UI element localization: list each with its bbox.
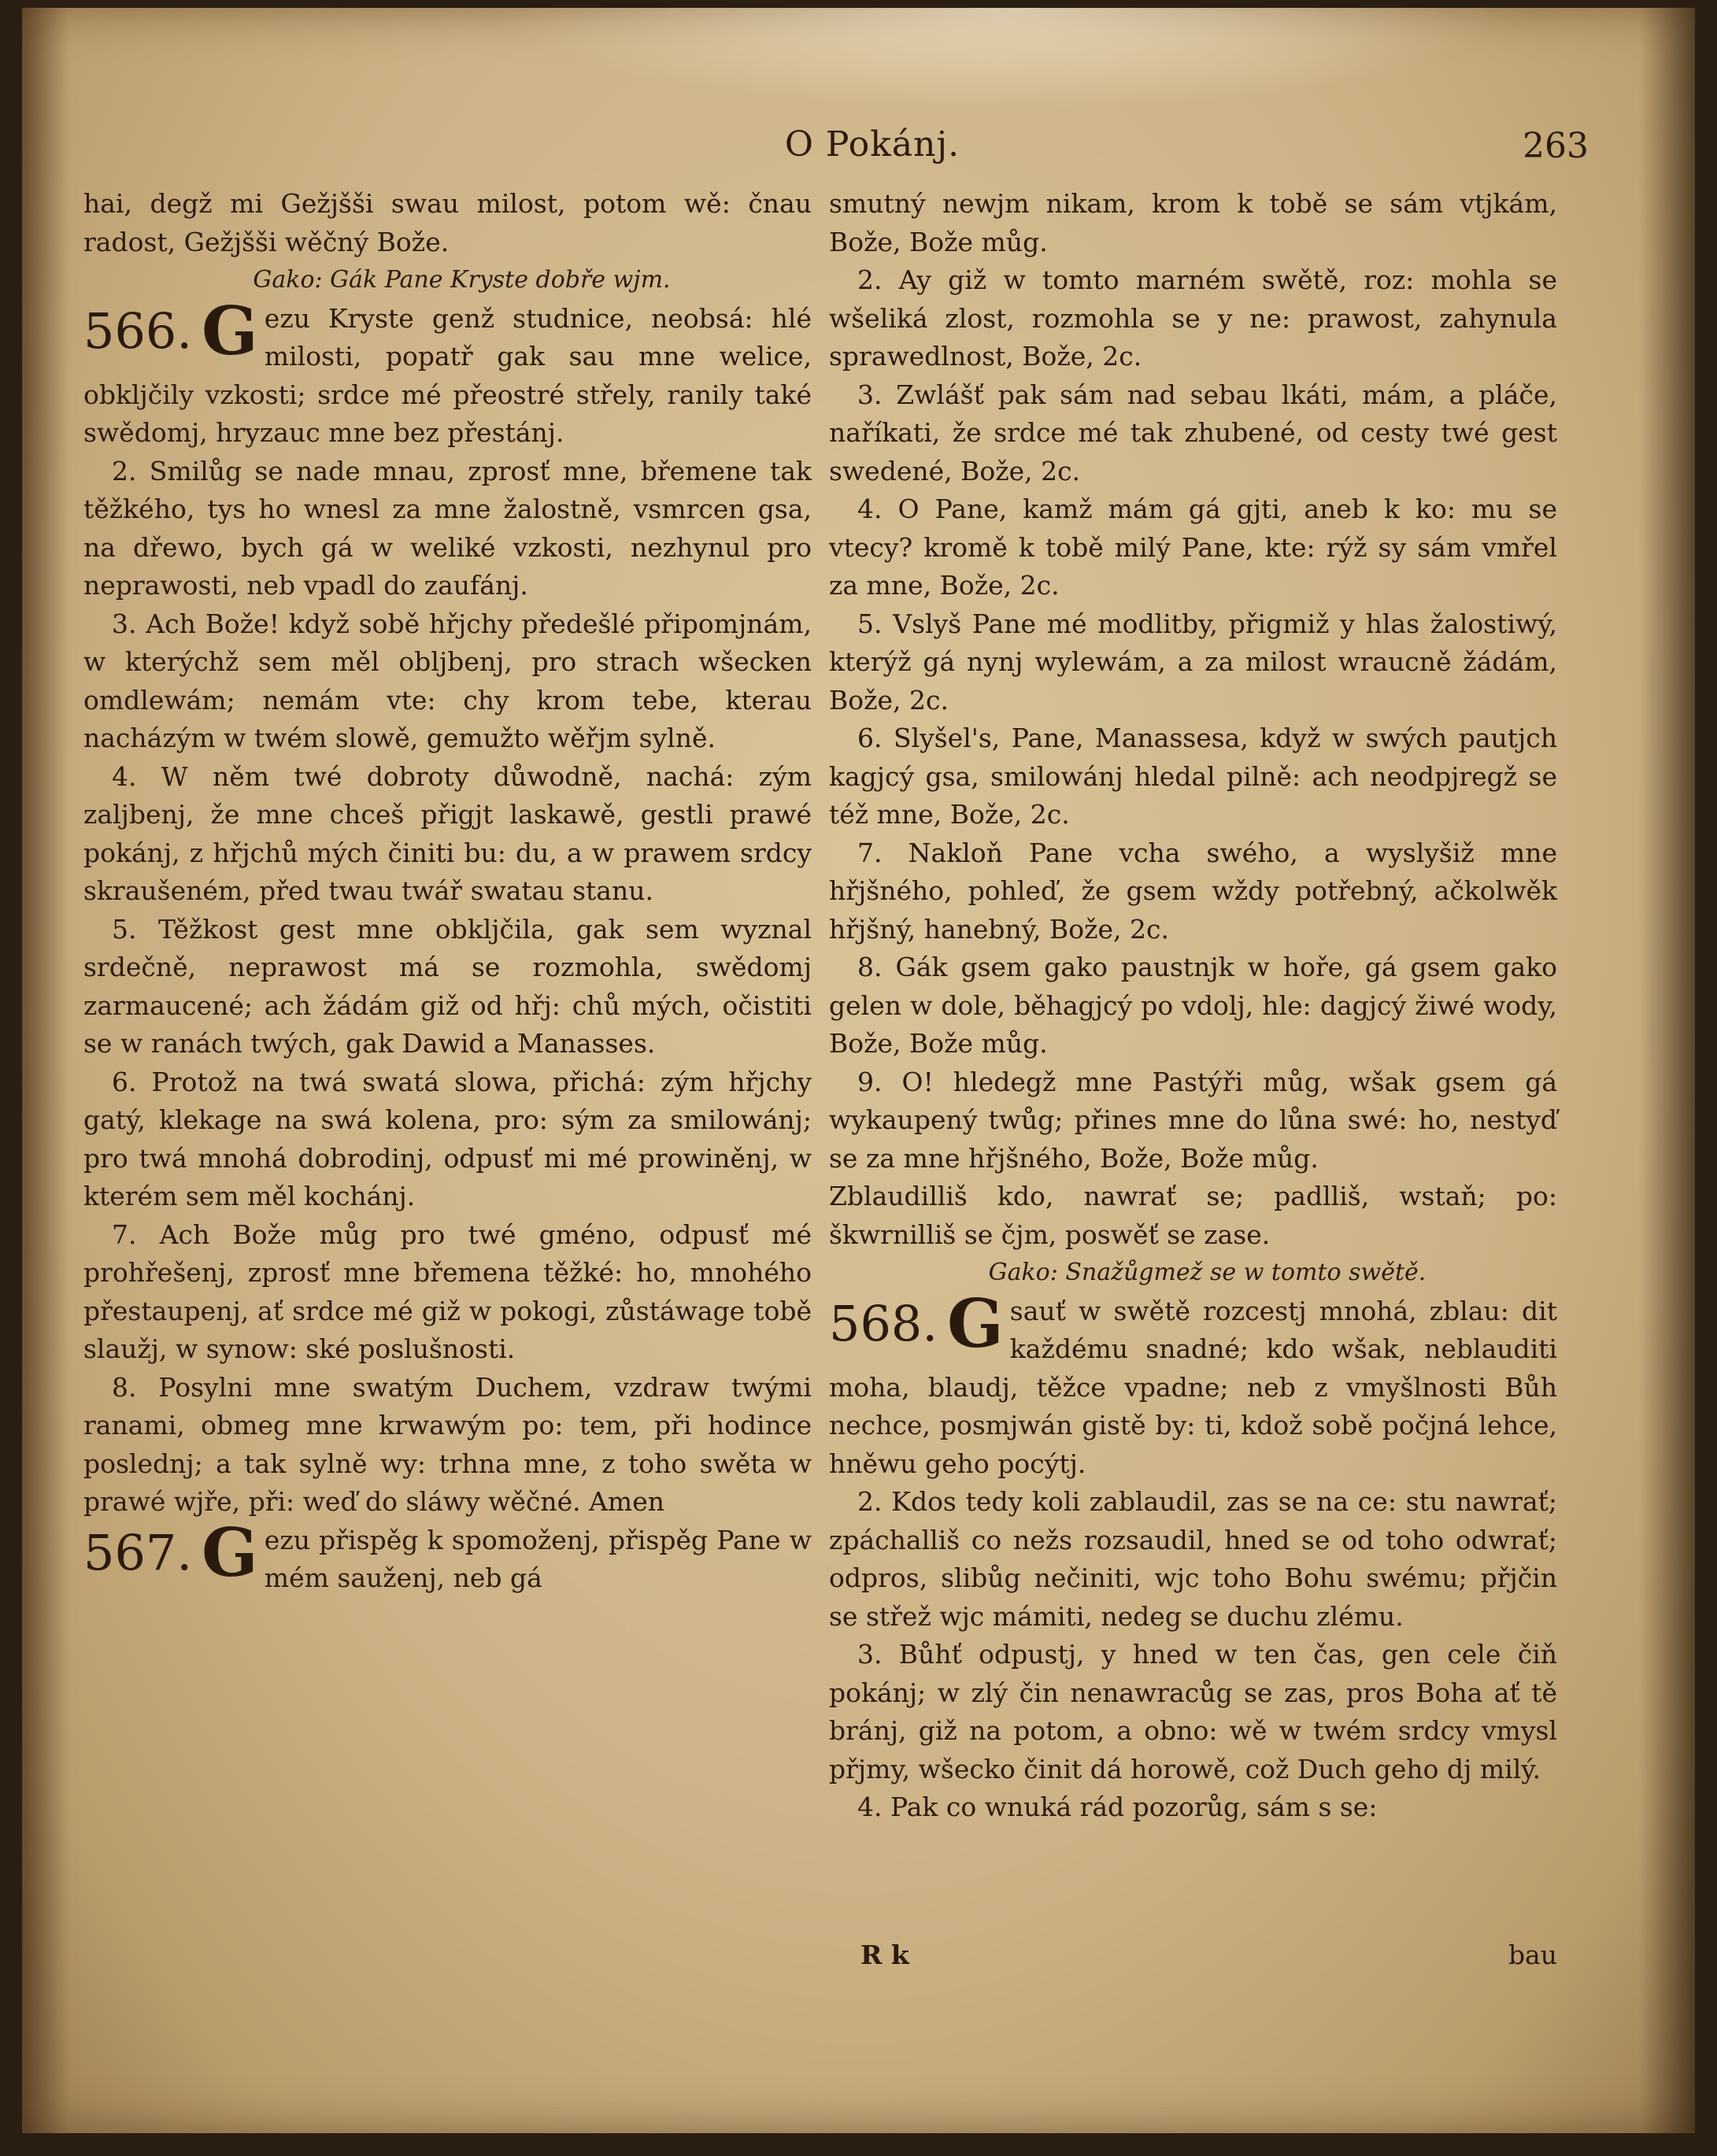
left-column (83, 185, 812, 1598)
hymn-verse: 6. Slyšel's, Pane, Manassesa, když w swých pautjch kagjcý gsa, smilowánj hledal pilně: ach neodpjregž se též mne, Bože, 2c. (829, 723, 1557, 830)
gutter-shadow (22, 8, 69, 2133)
hymn-verse: 2. Smilůg se nade mnau, zprosť mne, břemene tak těžkého, tys ho wnesl za mne žalostně, vsmrcen gsa, na dřewo, bych gá w weliké vzkosti, nezhynul pro neprawosti, neb vpadl do zaufánj. (83, 455, 812, 601)
hymn-verse: 8. Gák gsem gako paustnjk w hoře, gá gsem gako gelen w dole, běhagjcý po vdolj, hle: dagjcý žiwé wody, Bože, Bože můg. (829, 952, 1557, 1059)
hymn-continuation: smutný newjm nikam, krom k tobě se sám vtjkám, Bože, Bože můg. (829, 188, 1557, 257)
hymn-verse: 5. Vslyš Pane mé modlitby, přigmiž y hlas žalostiwý, kterýž gá nynj wylewám, a za milost wraucně žádám, Bože, 2c. (829, 608, 1557, 716)
drop-cap: G (202, 1513, 258, 1592)
hymn-verse: 3. Zwlášť pak sám nad sebau lkáti, mám, a pláče, naříkati, že srdce mé tak zhubené, od cesty twé gest swedené, Bože, 2c. (829, 379, 1557, 486)
page-edge-shadow (1640, 8, 1695, 2133)
signature-mark: R k (860, 1940, 909, 1970)
hymn-568 (829, 1284, 1557, 1484)
hymn-number: 566. (83, 301, 193, 360)
melody-line: Gako: Snažůgmež se w tomto swětě. (988, 1259, 1427, 1286)
catchword: bau (1508, 1940, 1557, 1970)
running-head: O Pokánj. (784, 124, 960, 165)
drop-cap: G (202, 291, 258, 370)
hymn-verse: 2. Kdos tedy koli zablaudil, zas se na ce: stu nawrať; zpáchalliš co nežs rozsaudil, hned se od toho odwrať; odpros, slibůg nečiniti, wjc toho Bohu swému; přjčin se střež wjc mámiti, nedeg se duchu zlému. (829, 1486, 1557, 1632)
hymn-verse: 3. Ach Bože! když sobě hřjchy předešlé připomjnám, w kterýchž sem měl obljbenj, pro strach wšecken omdlewám; nemám vte: chy krom tebe, kterau nacházým w twém slowě, gemužto wěřjm sylně. (83, 608, 812, 753)
hymn-566 (83, 291, 812, 453)
drop-cap: G (947, 1284, 1004, 1363)
hymn-verse: ezu Kryste genž studnice, neobsá: hlé milosti, popatř gak sau mne welice, obkljčily vzkosti; srdce mé přeostré střely, ranily také swědomj, hryzauc mne bez přestánj. (83, 302, 812, 448)
hymn-continuation: hai, degž mi Gežjšši swau milost, potom wě: čnau radost, Gežjšši wěčný Bože. (83, 188, 812, 257)
hymn-verse: 3. Bůhť odpustj, y hned w ten čas, gen cele čiň pokánj; w zlý čin nenawracůg se zas, pros Boha ať tě bránj, giž na potom, a obno: wě w twém srdcy vmysl přjmy, wšecko činit dá horowě, což Duch geho dj milý. (829, 1639, 1557, 1784)
hymn-verse: 8. Posylni mne swatým Duchem, vzdraw twými ranami, obmeg mne krwawým po: tem, při hodince poslednj; a tak sylně wy: trhna mne, z toho swěta w prawé wjře, při: weď do sláwy wěčné. Amen (83, 1371, 812, 1517)
hymn-verse: 4. O Pane, kamž mám gá gjti, aneb k ko: mu se vtecy? kromě k tobě milý Pane, kte: rýž sy sám vmřel za mne, Bože, 2c. (829, 494, 1557, 601)
paper-stain (494, 8, 1518, 110)
hymn-verse: 4. W něm twé dobroty důwodně, nachá: zým zaljbenj, že mne chceš přigjt laskawě, gestli prawé pokánj, z hřjchů mých činiti bu: du, a w prawem srdcy skraušeném, před twau twář swatau stanu. (83, 760, 812, 906)
hymn-number: 568. (829, 1294, 938, 1352)
hymn-number: 567. (83, 1523, 193, 1581)
hymn-verse: 5. Těžkost gest mne obkljčila, gak sem wyznal srdečně, neprawost má se rozmohla, swědomj zarmaucené; ach žádám giž od hřj: chů mých, očistiti se w ranách twých, gak Dawid a Manasses. (83, 913, 812, 1059)
hymn-verse: 2. Ay giž w tomto marném swětě, roz: mohla se wšeliká zlost, rozmohla se y ne: prawost, zahynula sprawedlnost, Bože, 2c. (829, 264, 1557, 372)
melody-line: Gako: Gák Pane Kryste dobře wjm. (253, 266, 671, 294)
hymn-verse: 4. Pak co wnuká rád pozorůg, sám s se: (857, 1792, 1378, 1822)
hymn-567 (83, 1513, 812, 1598)
hymn-verse: 7. Nakloň Pane vcha swého, a wyslyšiž mne hřjšného, pohleď, že gsem wždy potřebný, ačkolwěk hřjšný, hanebný, Bože, 2c. (829, 837, 1557, 945)
hymn-verse: 7. Ach Bože můg pro twé gméno, odpusť mé prohřešenj, zprosť mne břemena těžké: ho, mnohého přestaupenj, ať srdce mé giž w pokogi, zůstáwage tobě slaužj, w synow: ské poslušnosti. (83, 1219, 812, 1364)
right-column (829, 185, 1557, 1827)
hymn-verse: 6. Protož na twá swatá slowa, přichá: zým hřjchy gatý, klekage na swá kolena, pro: sým za smilowánj; pro twá mnohá dobrodinj, odpusť mi mé prowiněnj, w kterém sem měl kochánj. (83, 1066, 812, 1211)
hymn-verse: ezu přispěg k spomoženj, přispěg Pane w mém sauženj, neb gá (264, 1524, 812, 1593)
page-number: 263 (1523, 126, 1589, 166)
epigraph: Zblaudilliš kdo, nawrať se; padlliš, wstaň; po: škwrnilliš se čjm, poswěť se zase. (829, 1181, 1557, 1250)
hymn-verse: 9. O! hledegž mne Pastýři můg, wšak gsem gá wykaupený twůg; přines mne do lůna swé: ho, nestyď se za mne hřjšného, Bože, Bože můg. (829, 1066, 1557, 1174)
hymn-verse: sauť w swětě rozcestj mnohá, zblau: dit každému snadné; kdo wšak, neblauditi moha, blaudj, těžce vpadne; neb z vmyšlnosti Bůh nechce, posmjwán gistě by: ti, kdož sobě počjná lehce, hněwu geho pocýtj. (829, 1295, 1557, 1479)
book-page (22, 8, 1695, 2133)
